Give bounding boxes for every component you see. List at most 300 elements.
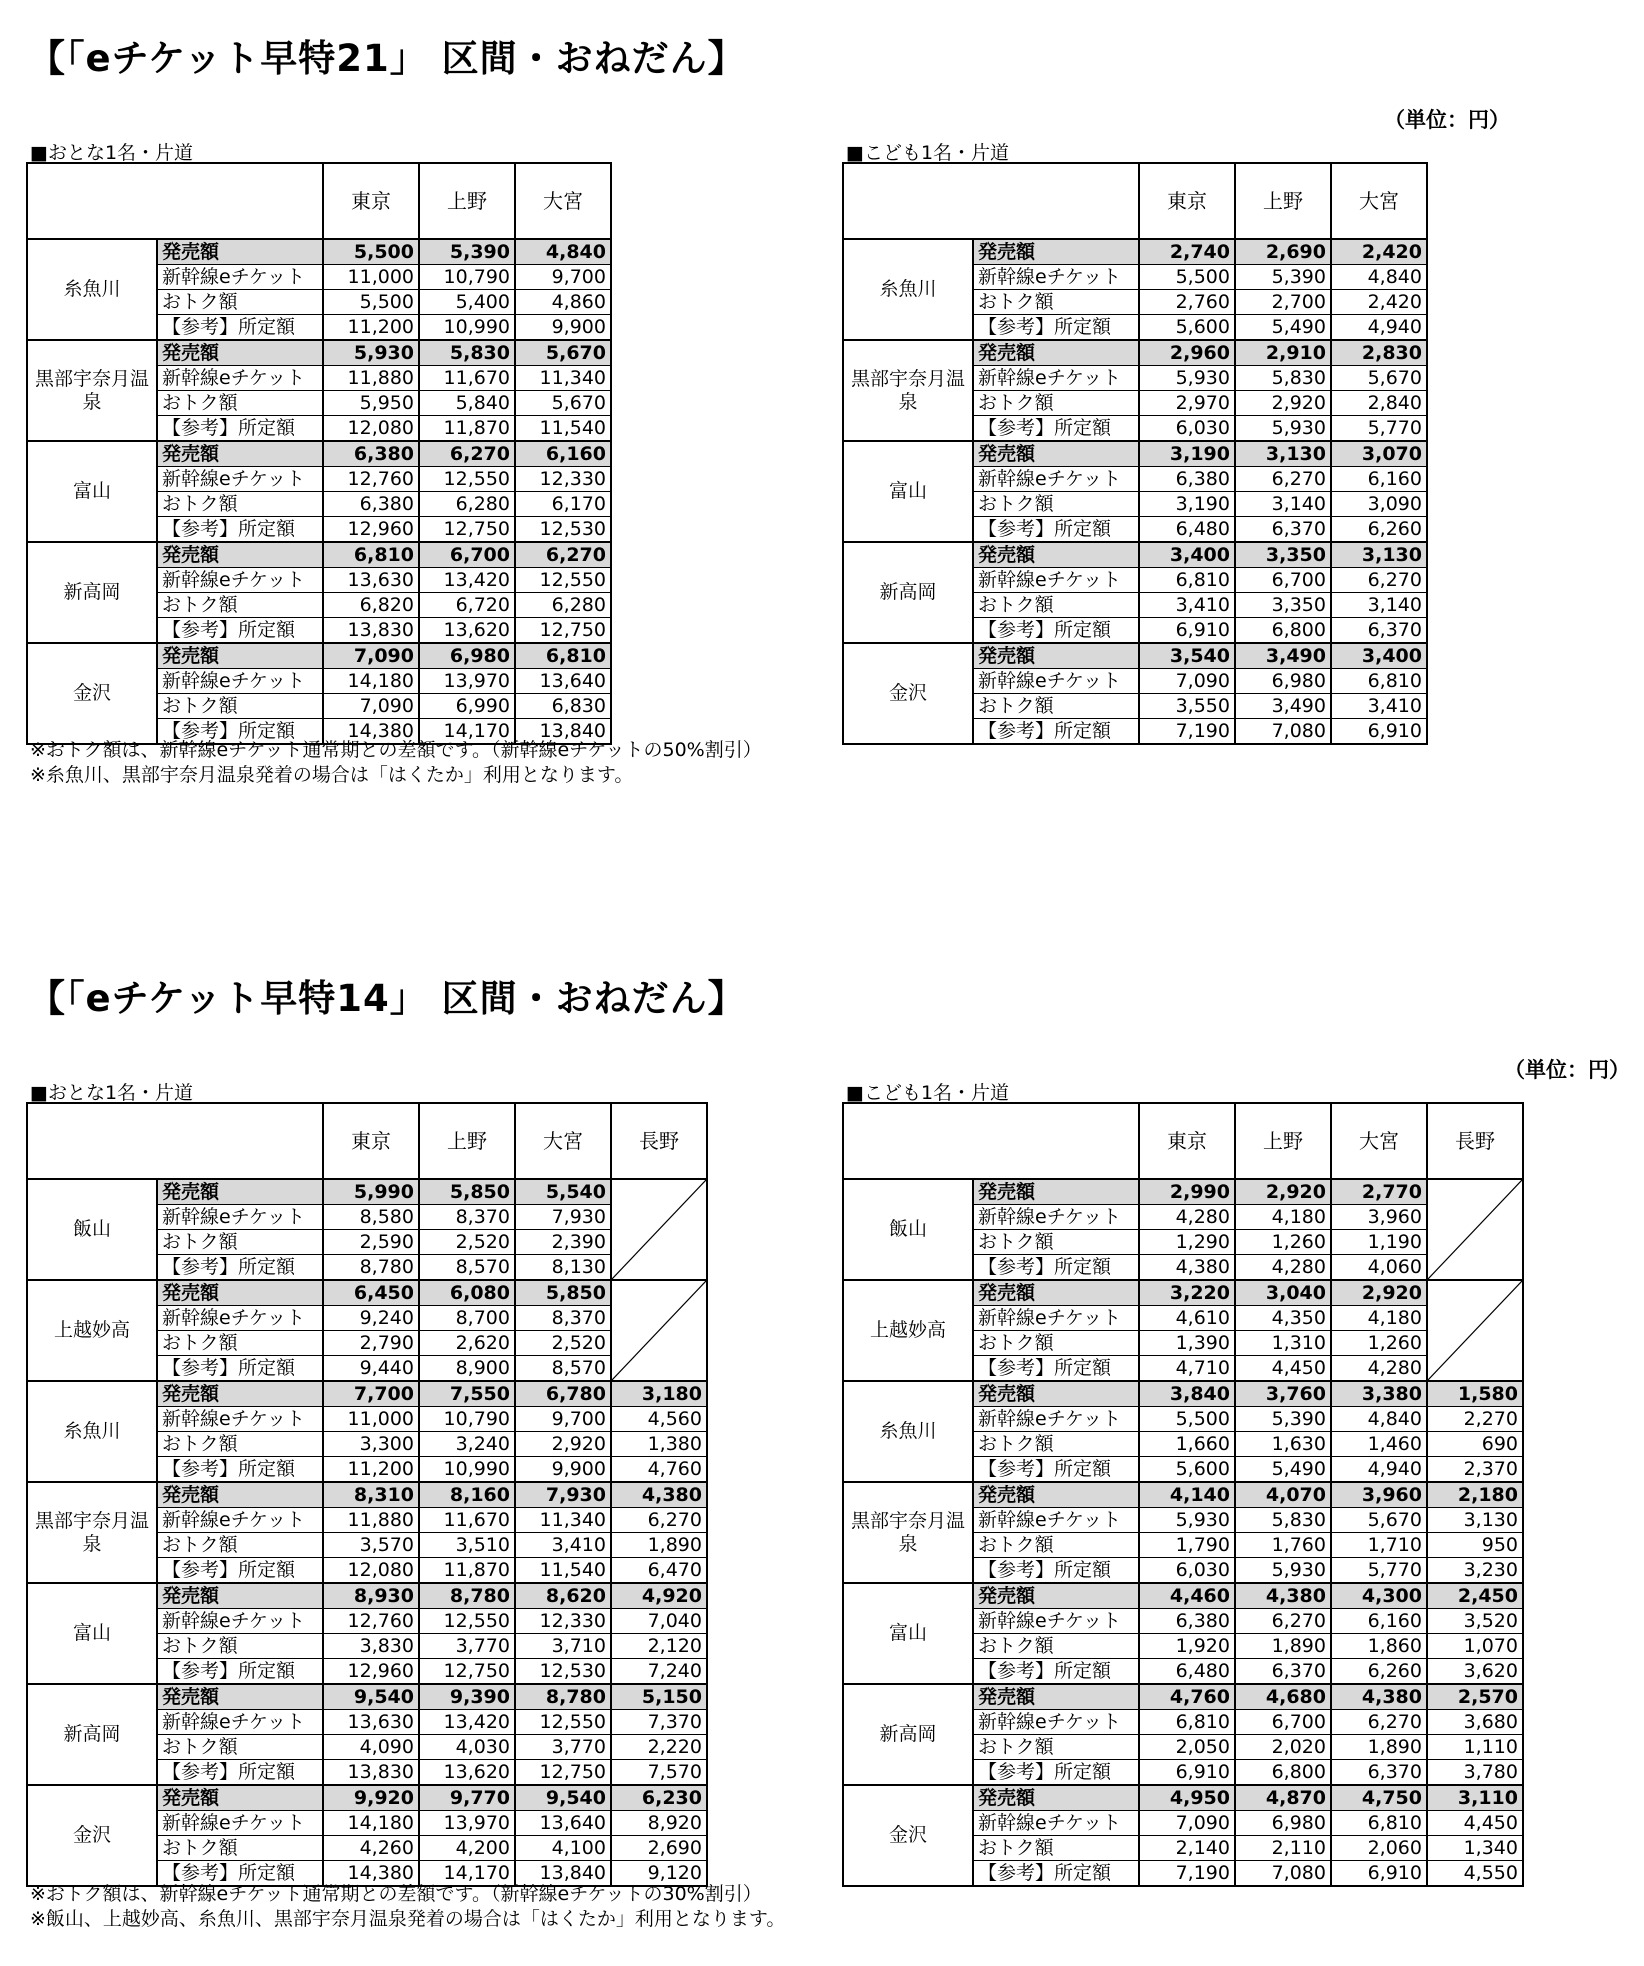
row-label: 【参考】所定額 [973,1861,1139,1887]
fare-value: 4,030 [419,1735,515,1760]
fare-value: 3,140 [1235,492,1331,517]
fare-value: 6,700 [1235,1710,1331,1735]
fare-value: 4,550 [1427,1861,1523,1887]
fare-value: 13,620 [419,618,515,644]
fare-value: 1,380 [611,1432,707,1457]
column-header: 長野 [611,1103,707,1179]
row-label: 新幹線eチケット [157,1609,323,1634]
station-name: 富山 [843,441,973,542]
fare-value: 3,840 [1139,1381,1235,1407]
row-label: おトク額 [973,1533,1139,1558]
table-row [843,1482,1523,1508]
fare-value: 6,260 [1331,517,1427,543]
row-label: 新幹線eチケット [157,265,323,290]
fare-value: 8,160 [419,1482,515,1508]
fare-table-child [842,162,1428,745]
fare-value: 6,700 [419,542,515,568]
row-label: 発売額 [973,643,1139,669]
fare-value: 13,420 [419,568,515,593]
fare-value: 6,370 [1331,1760,1427,1786]
row-label: 発売額 [157,1482,323,1508]
fare-value: 12,080 [323,1558,419,1584]
fare-value: 5,500 [1139,1407,1235,1432]
column-header: 大宮 [1331,163,1427,239]
table-row [27,643,611,669]
fare-value: 2,970 [1139,391,1235,416]
column-header: 上野 [1235,1103,1331,1179]
row-label: 発売額 [973,1785,1139,1811]
fare-value: 13,640 [515,669,611,694]
fare-value: 11,870 [419,416,515,442]
row-label: 発売額 [157,1684,323,1710]
fare-value: 6,910 [1331,719,1427,745]
row-label: 【参考】所定額 [157,1255,323,1281]
fare-value: 6,270 [1331,568,1427,593]
fare-value: 3,960 [1331,1482,1427,1508]
station-name: 黒部宇奈月温泉 [27,340,157,441]
row-label: おトク額 [157,492,323,517]
fare-value: 4,450 [1235,1356,1331,1382]
fare-value: 2,920 [1235,391,1331,416]
fare-value: 5,670 [515,340,611,366]
fare-value: 2,140 [1139,1836,1235,1861]
header-corner [27,163,323,239]
fare-value: 4,940 [1331,315,1427,341]
fare-value: 5,400 [419,290,515,315]
row-label: 【参考】所定額 [157,315,323,341]
section-title: 【「eチケット早特21」 区間・おねだん】 [28,37,746,80]
fare-value: 3,960 [1331,1205,1427,1230]
table-row [843,542,1427,568]
fare-value: 3,710 [515,1634,611,1659]
fare-value: 7,090 [323,643,419,669]
fare-value: 6,230 [611,1785,707,1811]
fare-value: 3,510 [419,1533,515,1558]
fare-value: 10,790 [419,1407,515,1432]
row-label: 【参考】所定額 [973,1255,1139,1281]
fare-value: 1,660 [1139,1432,1235,1457]
row-label: 【参考】所定額 [973,1760,1139,1786]
fare-value: 2,840 [1331,391,1427,416]
not-applicable-cell [1427,1179,1523,1280]
fare-value: 12,330 [515,467,611,492]
fare-value: 3,400 [1139,542,1235,568]
row-label: おトク額 [973,694,1139,719]
fare-value: 2,790 [323,1331,419,1356]
fare-value: 5,850 [419,1179,515,1205]
fare-value: 6,720 [419,593,515,618]
fare-value: 11,540 [515,1558,611,1584]
station-name: 新高岡 [27,1684,157,1785]
fare-value: 3,040 [1235,1280,1331,1306]
fare-value: 13,840 [515,719,611,745]
fare-value: 7,930 [515,1482,611,1508]
fare-value: 12,530 [515,517,611,543]
row-label: 新幹線eチケット [973,568,1139,593]
row-label: 新幹線eチケット [157,568,323,593]
header-row [27,163,611,239]
fare-value: 5,390 [1235,1407,1331,1432]
fare-value: 7,190 [1139,719,1235,745]
table-row [843,1785,1523,1811]
fare-value: 2,020 [1235,1735,1331,1760]
fare-value: 6,820 [323,593,419,618]
column-header: 東京 [323,163,419,239]
fare-value: 3,760 [1235,1381,1331,1407]
fare-value: 1,890 [611,1533,707,1558]
fare-value: 9,540 [323,1684,419,1710]
fare-value: 5,830 [1235,366,1331,391]
fare-value: 6,380 [323,492,419,517]
fare-value: 7,550 [419,1381,515,1407]
column-header: 上野 [419,163,515,239]
table-row [27,239,611,265]
unit-label: （単位：円） [1504,1058,1630,1082]
fare-table-adult [26,1102,708,1887]
note-line: ※おトク額は、新幹線eチケット通常期との差額です。（新幹線eチケットの50%割引） [30,739,762,761]
station-name: 黒部宇奈月温泉 [843,1482,973,1583]
row-label: 発売額 [157,643,323,669]
fare-value: 3,570 [323,1533,419,1558]
fare-value: 6,810 [515,643,611,669]
fare-value: 10,790 [419,265,515,290]
fare-value: 2,220 [611,1735,707,1760]
fare-value: 1,340 [1427,1836,1523,1861]
fare-value: 3,410 [1139,593,1235,618]
fare-value: 11,670 [419,366,515,391]
table-row [27,1381,707,1407]
fare-value: 7,190 [1139,1861,1235,1887]
station-name: 富山 [27,441,157,542]
fare-value: 9,770 [419,1785,515,1811]
fare-value: 3,680 [1427,1710,1523,1735]
row-label: 【参考】所定額 [157,1760,323,1786]
fare-value: 6,370 [1235,1659,1331,1685]
header-row [27,1103,707,1179]
row-label: 新幹線eチケット [973,1811,1139,1836]
fare-value: 6,080 [419,1280,515,1306]
fare-value: 6,810 [1331,669,1427,694]
fare-value: 5,930 [1235,1558,1331,1584]
column-header: 長野 [1427,1103,1523,1179]
fare-value: 690 [1427,1432,1523,1457]
row-label: 新幹線eチケット [973,1710,1139,1735]
fare-value: 2,120 [611,1634,707,1659]
unit-label: （単位：円） [1384,108,1510,132]
table-row [843,1684,1523,1710]
row-label: 【参考】所定額 [157,1457,323,1483]
table-row [27,1684,707,1710]
notes [30,1882,785,1932]
row-label: 【参考】所定額 [157,517,323,543]
fare-value: 2,960 [1139,340,1235,366]
table-row [27,1583,707,1609]
fare-value: 4,280 [1235,1255,1331,1281]
fare-value: 4,180 [1331,1306,1427,1331]
table-row [27,1179,707,1205]
section-title: 【「eチケット早特14」 区間・おねだん】 [28,977,746,1020]
row-label: おトク額 [157,1230,323,1255]
fare-value: 6,480 [1139,517,1235,543]
row-label: 【参考】所定額 [157,1659,323,1685]
fare-value: 7,090 [323,694,419,719]
row-label: 発売額 [973,239,1139,265]
fare-value: 6,380 [323,441,419,467]
fare-value: 950 [1427,1533,1523,1558]
header-corner [843,1103,1139,1179]
row-label: おトク額 [157,1634,323,1659]
fare-value: 12,550 [419,467,515,492]
fare-value: 4,380 [1235,1583,1331,1609]
row-label: 新幹線eチケット [973,1306,1139,1331]
fare-value: 6,450 [323,1280,419,1306]
fare-value: 5,150 [611,1684,707,1710]
fare-value: 3,190 [1139,492,1235,517]
fare-value: 11,880 [323,1508,419,1533]
fare-value: 6,810 [1139,568,1235,593]
row-label: 発売額 [157,1785,323,1811]
fare-value: 1,860 [1331,1634,1427,1659]
fare-value: 11,340 [515,366,611,391]
fare-value: 8,570 [515,1356,611,1382]
row-label: 【参考】所定額 [973,1659,1139,1685]
fare-value: 2,050 [1139,1735,1235,1760]
fare-value: 8,900 [419,1356,515,1382]
fare-value: 3,350 [1235,542,1331,568]
station-name: 金沢 [27,643,157,744]
fare-value: 3,770 [419,1634,515,1659]
fare-value: 1,580 [1427,1381,1523,1407]
row-label: おトク額 [973,1634,1139,1659]
fare-value: 5,950 [323,391,419,416]
row-label: 発売額 [973,340,1139,366]
fare-value: 3,780 [1427,1760,1523,1786]
fare-value: 4,560 [611,1407,707,1432]
child-label: ■こども1名・片道 [846,1082,1010,1104]
row-label: 新幹線eチケット [973,1407,1139,1432]
fare-value: 6,380 [1139,467,1235,492]
fare-value: 9,700 [515,265,611,290]
table-row [843,1179,1523,1205]
fare-value: 4,840 [515,239,611,265]
fare-value: 4,920 [611,1583,707,1609]
fare-value: 5,390 [419,239,515,265]
fare-value: 13,420 [419,1710,515,1735]
fare-value: 9,920 [323,1785,419,1811]
fare-value: 6,800 [1235,618,1331,644]
fare-value: 1,070 [1427,1634,1523,1659]
row-label: おトク額 [157,1836,323,1861]
fare-value: 6,830 [515,694,611,719]
row-label: 新幹線eチケット [157,1306,323,1331]
fare-value: 7,930 [515,1205,611,1230]
row-label: おトク額 [973,290,1139,315]
row-label: 【参考】所定額 [157,618,323,644]
row-label: おトク額 [157,694,323,719]
fare-value: 1,790 [1139,1533,1235,1558]
fare-value: 14,380 [323,1861,419,1887]
fare-value: 6,800 [1235,1760,1331,1786]
fare-value: 5,670 [1331,1508,1427,1533]
fare-value: 9,120 [611,1861,707,1887]
fare-value: 3,110 [1427,1785,1523,1811]
fare-value: 3,380 [1331,1381,1427,1407]
fare-value: 12,750 [419,517,515,543]
fare-value: 3,490 [1235,643,1331,669]
fare-value: 11,540 [515,416,611,442]
fare-value: 6,980 [1235,669,1331,694]
fare-value: 1,630 [1235,1432,1331,1457]
fare-value: 1,460 [1331,1432,1427,1457]
fare-value: 6,270 [611,1508,707,1533]
fare-value: 14,170 [419,719,515,745]
fare-value: 3,410 [515,1533,611,1558]
fare-value: 13,970 [419,1811,515,1836]
row-label: 【参考】所定額 [973,1457,1139,1483]
fare-value: 6,910 [1139,1760,1235,1786]
fare-value: 4,300 [1331,1583,1427,1609]
fare-value: 3,090 [1331,492,1427,517]
fare-value: 7,080 [1235,1861,1331,1887]
fare-value: 3,410 [1331,694,1427,719]
fare-value: 6,160 [1331,1609,1427,1634]
row-label: 新幹線eチケット [973,669,1139,694]
row-label: 新幹線eチケット [157,1407,323,1432]
fare-value: 7,370 [611,1710,707,1735]
fare-value: 3,130 [1427,1508,1523,1533]
fare-value: 11,000 [323,265,419,290]
fare-value: 3,350 [1235,593,1331,618]
fare-value: 6,700 [1235,568,1331,593]
fare-value: 12,530 [515,1659,611,1685]
fare-value: 8,930 [323,1583,419,1609]
fare-value: 10,990 [419,1457,515,1483]
table-row [843,441,1427,467]
fare-value: 2,910 [1235,340,1331,366]
row-label: 【参考】所定額 [973,719,1139,745]
column-header: 東京 [323,1103,419,1179]
fare-value: 9,390 [419,1684,515,1710]
fare-value: 6,990 [419,694,515,719]
fare-value: 5,930 [1139,1508,1235,1533]
fare-value: 13,830 [323,618,419,644]
fare-value: 12,550 [515,568,611,593]
row-label: 新幹線eチケット [157,467,323,492]
row-label: 新幹線eチケット [973,1205,1139,1230]
fare-value: 11,670 [419,1508,515,1533]
row-label: 新幹線eチケット [157,366,323,391]
fare-value: 6,780 [515,1381,611,1407]
fare-value: 6,270 [1331,1710,1427,1735]
fare-value: 12,760 [323,1609,419,1634]
fare-value: 3,830 [323,1634,419,1659]
fare-value: 9,240 [323,1306,419,1331]
table-row [843,239,1427,265]
row-label: おトク額 [973,1735,1139,1760]
fare-table-child [842,1102,1524,1887]
fare-value: 5,500 [323,239,419,265]
table-row [843,340,1427,366]
fare-value: 12,960 [323,517,419,543]
fare-value: 6,160 [1331,467,1427,492]
fare-value: 1,890 [1331,1735,1427,1760]
fare-value: 5,600 [1139,315,1235,341]
fare-value: 8,780 [515,1684,611,1710]
fare-value: 11,200 [323,315,419,341]
fare-value: 6,280 [419,492,515,517]
row-label: 【参考】所定額 [973,1558,1139,1584]
station-name: 上越妙高 [27,1280,157,1381]
row-label: 新幹線eチケット [973,366,1139,391]
station-name: 富山 [27,1583,157,1684]
adult-label: ■おとな1名・片道 [30,1082,194,1104]
notes [30,738,762,788]
fare-value: 6,280 [515,593,611,618]
column-header: 大宮 [1331,1103,1427,1179]
fare-value: 3,070 [1331,441,1427,467]
row-label: おトク額 [973,1432,1139,1457]
fare-value: 3,490 [1235,694,1331,719]
fare-value: 8,780 [323,1255,419,1281]
fare-value: 2,420 [1331,239,1427,265]
not-applicable-cell [1427,1280,1523,1381]
fare-value: 4,860 [515,290,611,315]
fare-value: 9,700 [515,1407,611,1432]
fare-value: 4,180 [1235,1205,1331,1230]
fare-value: 6,980 [419,643,515,669]
row-label: おトク額 [157,1533,323,1558]
row-label: おトク額 [157,1432,323,1457]
row-label: おトク額 [973,1331,1139,1356]
row-label: 発売額 [157,542,323,568]
row-label: 【参考】所定額 [973,618,1139,644]
table-row [27,1785,707,1811]
fare-value: 2,830 [1331,340,1427,366]
fare-value: 2,690 [1235,239,1331,265]
fare-value: 4,090 [323,1735,419,1760]
fare-value: 3,140 [1331,593,1427,618]
row-label: 発売額 [157,1280,323,1306]
fare-value: 4,380 [1139,1255,1235,1281]
fare-value: 2,920 [1331,1280,1427,1306]
fare-value: 2,920 [515,1432,611,1457]
row-label: 発売額 [157,1381,323,1407]
column-header: 上野 [419,1103,515,1179]
row-label: 新幹線eチケット [973,467,1139,492]
fare-value: 8,570 [419,1255,515,1281]
fare-value: 4,260 [323,1836,419,1861]
fare-value: 3,230 [1427,1558,1523,1584]
fare-value: 4,680 [1235,1684,1331,1710]
row-label: 発売額 [973,441,1139,467]
row-label: 【参考】所定額 [973,416,1139,442]
fare-value: 5,830 [1235,1508,1331,1533]
fare-value: 9,440 [323,1356,419,1382]
station-name: 金沢 [27,1785,157,1886]
fare-value: 6,910 [1331,1861,1427,1887]
fare-value: 3,240 [419,1432,515,1457]
fare-value: 1,920 [1139,1634,1235,1659]
fare-value: 13,970 [419,669,515,694]
fare-value: 8,700 [419,1306,515,1331]
fare-value: 2,740 [1139,239,1235,265]
row-label: おトク額 [157,290,323,315]
fare-value: 2,700 [1235,290,1331,315]
fare-value: 8,370 [515,1306,611,1331]
row-label: 【参考】所定額 [973,315,1139,341]
fare-value: 4,460 [1139,1583,1235,1609]
row-label: 発売額 [973,1684,1139,1710]
